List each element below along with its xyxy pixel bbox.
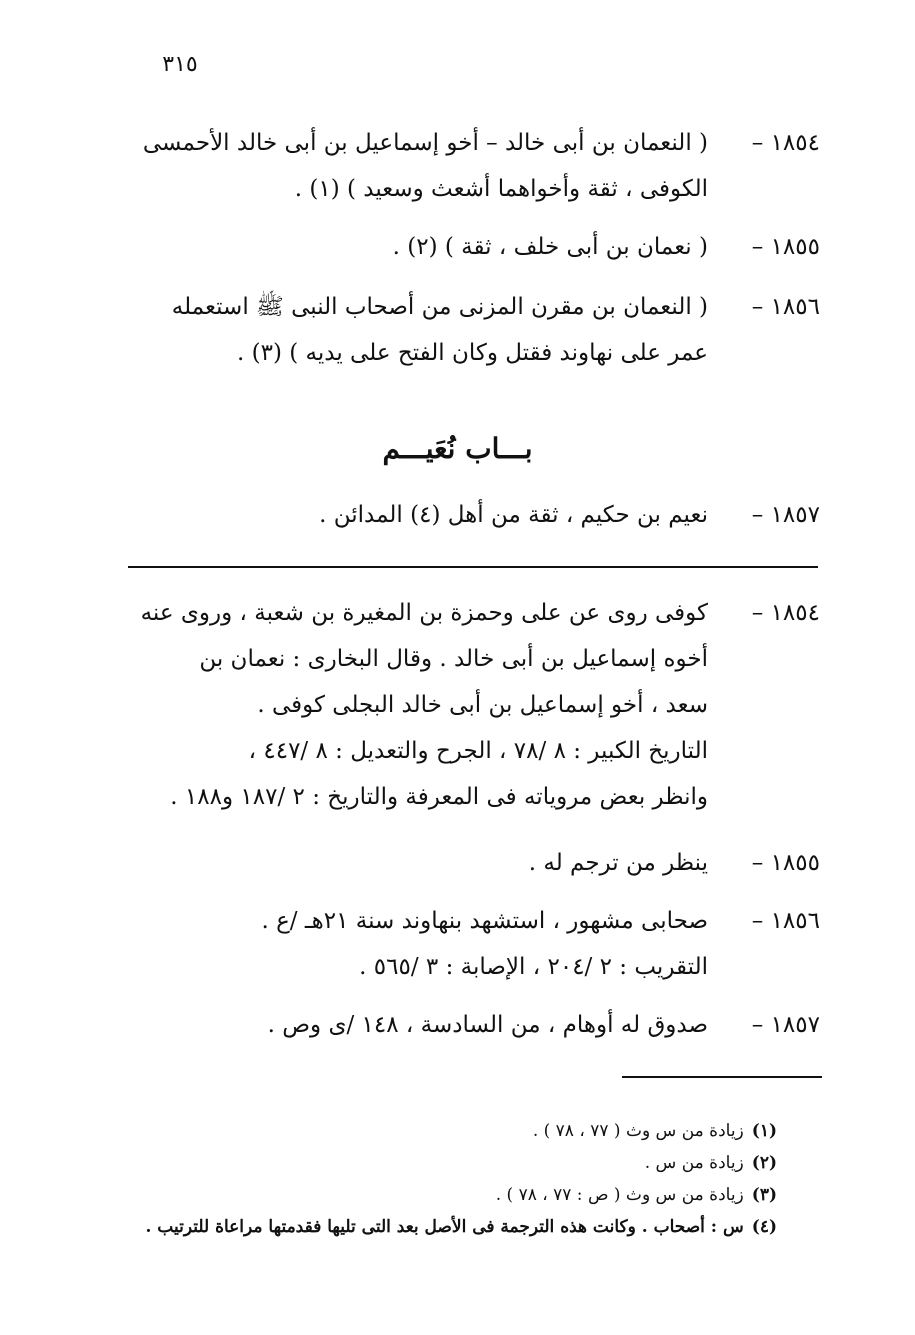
- footnote-number: (٣): [751, 1185, 777, 1205]
- note-text: كوفى روى عن على وحمزة بن المغيرة بن شعبة ، وروى عنه: [140, 600, 708, 626]
- footnote: [145, 1211, 777, 1243]
- note-line: [268, 1002, 820, 1048]
- footnote-text: زيادة من س .: [644, 1153, 744, 1173]
- note-line: [141, 590, 820, 636]
- footnote-divider: [622, 1076, 822, 1078]
- entry-line: عمر على نهاوند فقتل وكان الفتح على يديه ) (٣) .: [236, 340, 708, 366]
- section-heading: بـــاب نُعَيـــم: [382, 432, 533, 465]
- entry-line: [143, 120, 820, 166]
- footnote-number: (٤): [751, 1217, 777, 1237]
- note-line: أخوه إسماعيل بن أبى خالد . وقال البخارى : نعمان بن: [199, 646, 708, 672]
- note-line: [529, 840, 820, 886]
- entry-number: ١٨٥٤ –: [751, 130, 820, 156]
- note-line: سعد ، أخو إسماعيل بن أبى خالد البجلى كوفى .: [257, 692, 708, 718]
- note-line: [261, 898, 820, 944]
- entry-number: ١٨٥٥ –: [751, 234, 820, 260]
- entry-text: ( النعمان بن أبى خالد – أخو إسماعيل بن أبى خالد الأحمسى: [142, 130, 708, 156]
- footnote: [145, 1147, 777, 1179]
- note-text: ينظر من ترجم له .: [528, 850, 708, 876]
- entry-number: ١٨٥٦ –: [751, 294, 820, 320]
- note-1856: [261, 898, 820, 990]
- note-line: التاريخ الكبير : ٨ /٧٨ ، الجرح والتعديل : ٨ /٤٤٧ ،: [248, 738, 708, 764]
- footnote-text: س : أصحاب . وكانت هذه الترجمة فى الأصل بعد التى تليها فقدمتها مراعاة للترتيب .: [145, 1217, 744, 1237]
- entry-text: ( النعمان بن مقرن المزنى من أصحاب النبى ﷺ استعمله: [171, 294, 708, 320]
- entry-line: [172, 284, 820, 330]
- entry-text: نعيم بن حكيم ، ثقة من أهل (٤) المدائن .: [319, 502, 708, 528]
- footnote: [145, 1179, 777, 1211]
- page-number: ٣١٥: [162, 52, 198, 77]
- note-1854: [141, 590, 820, 820]
- note-text: صحابى مشهور ، استشهد بنهاوند سنة ٢١هـ /ع .: [261, 908, 708, 934]
- section-divider: [128, 566, 818, 568]
- footnotes: [145, 1115, 777, 1243]
- entry-1854: [143, 120, 820, 212]
- footnote: [145, 1115, 777, 1147]
- note-number: ١٨٥٦ –: [751, 908, 820, 934]
- entry-1855: [393, 224, 820, 270]
- note-1855: [529, 840, 820, 886]
- footnote-number: (٢): [751, 1153, 777, 1173]
- note-line: وانظر بعض مروياته فى المعرفة والتاريخ : ٢ /١٨٧ و١٨٨ .: [170, 784, 708, 810]
- note-text: صدوق له أوهام ، من السادسة ، ١٤٨ /ى وص .: [267, 1012, 708, 1038]
- note-line: التقريب : ٢ /٢٠٤ ، الإصابة : ٣ /٥٦٥ .: [359, 954, 708, 980]
- note-1857: [268, 1002, 820, 1048]
- entry-1857: [319, 492, 820, 538]
- note-number: ١٨٥٥ –: [751, 850, 820, 876]
- entry-line: [319, 492, 820, 538]
- entry-line: [393, 224, 820, 270]
- footnote-text: زيادة من س وث ( ٧٧ ، ٧٨ ) .: [532, 1121, 744, 1141]
- footnote-number: (١): [751, 1121, 777, 1141]
- note-number: ١٨٥٤ –: [751, 600, 820, 626]
- note-number: ١٨٥٧ –: [751, 1012, 820, 1038]
- entry-line: الكوفى ، ثقة وأخواهما أشعث وسعيد ) (١) .: [294, 176, 708, 202]
- entry-1856: [172, 284, 820, 376]
- entry-number: ١٨٥٧ –: [751, 502, 820, 528]
- footnote-text: زيادة من س وث ( ص : ٧٧ ، ٧٨ ) .: [495, 1185, 744, 1205]
- entry-text: ( نعمان بن أبى خلف ، ثقة ) (٢) .: [392, 234, 708, 260]
